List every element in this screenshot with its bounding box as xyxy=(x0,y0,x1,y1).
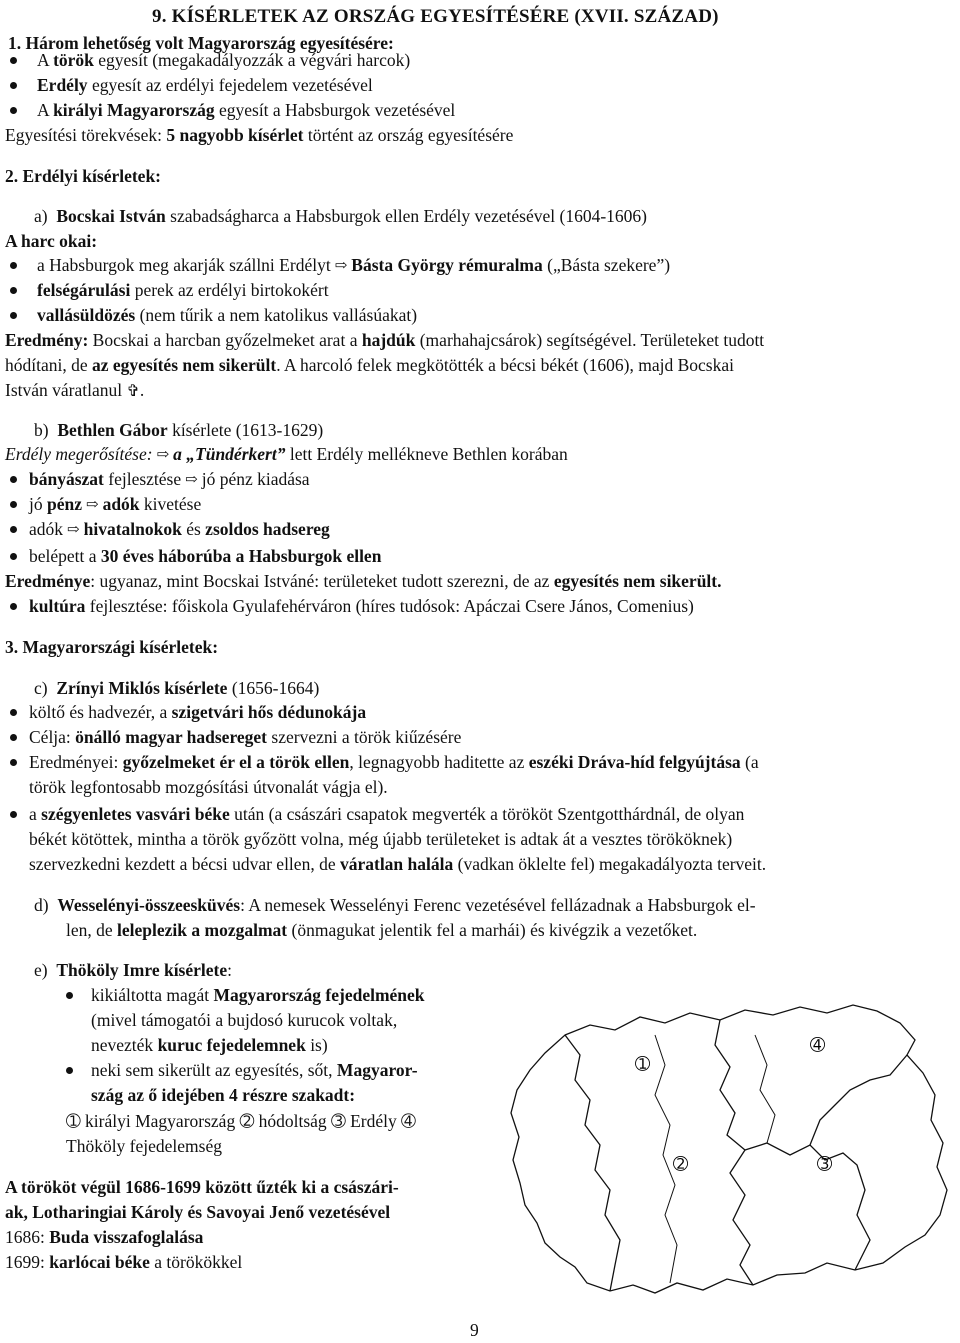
list-item: kikiáltotta magát Magyarország fejedelmének xyxy=(91,985,425,1005)
list-item: Erdély egyesít az erdélyi fejedelem vezetésével xyxy=(37,75,373,95)
subsection-e: e) Thököly Imre kísérlete: xyxy=(34,960,233,980)
section-1-heading: 1. Három lehetőség volt Magyarország egyesítésére: xyxy=(8,33,394,53)
river-line xyxy=(755,1035,775,1143)
bullet xyxy=(10,262,17,269)
arrow-right-icon: ⇨ xyxy=(185,472,198,488)
list-item: a szégyenletes vasvári béke után (a császári csapatok megverték a törököt Szentgotthárdnál, de olyan xyxy=(29,804,745,824)
section-2-heading: 2. Erdélyi kísérletek: xyxy=(5,166,162,186)
bullet xyxy=(10,811,17,818)
page-title: 9. KÍSÉRLETEK AZ ORSZÁG EGYESÍTÉSÉRE (XVII. SZÁZAD) xyxy=(152,6,719,27)
arrow-right-icon: ⇨ xyxy=(86,497,99,513)
text-line: 1699: karlócai béke a törökökkel xyxy=(5,1252,243,1272)
bullet xyxy=(66,1067,73,1074)
bullet xyxy=(66,992,73,999)
arrow-right-icon: ⇨ xyxy=(156,447,170,463)
bullet xyxy=(10,734,17,741)
text-line: hódítani, de az egyesítés nem sikerült. A harcoló felek megkötötték a bécsi békét (1606), majd Bocskai xyxy=(5,355,734,375)
subsection-c: c) Zrínyi Miklós kísérlete (1656-1664) xyxy=(34,678,320,698)
list-item: a Habsburgok meg akarják szállni Erdélyt ⇨ Básta György rémuralma („Básta szekere”) xyxy=(37,255,671,275)
section-3-heading: 3. Magyarországi kísérletek: xyxy=(5,637,219,657)
arrow-right-icon: ⇨ xyxy=(334,258,348,274)
border-line xyxy=(730,1150,753,1285)
list-item: A török egyesít (megakadályozzák a végvári harcok) xyxy=(37,50,411,70)
bullet xyxy=(10,603,17,610)
map-label-4: ➃ xyxy=(810,1035,826,1056)
list-item: jó pénz ⇨ adók kivetése xyxy=(29,494,202,514)
bullet xyxy=(10,312,17,319)
map-legend-line-2: Thököly fejedelemség xyxy=(66,1136,222,1156)
list-item: felségárulási perek az erdélyi birtokokért xyxy=(37,280,329,300)
list-item: kultúra fejlesztése: főiskola Gyulafehérváron (híres tudósok: Apáczai Csere János, Comenius) xyxy=(29,596,694,616)
map-label-2: ➁ xyxy=(673,1154,689,1175)
text-line: szág az ő idejében 4 részre szakadt: xyxy=(91,1085,356,1105)
bullet xyxy=(10,501,17,508)
list-item: Célja: önálló magyar hadsereget szervezni a török kiűzésére xyxy=(29,727,462,747)
list-item: bányászat fejlesztése ⇨ jó pénz kiadása xyxy=(29,469,310,489)
border-line xyxy=(810,1055,907,1145)
text-line: A törököt végül 1686-1699 között űzték ki a császári- xyxy=(5,1177,399,1197)
arrow-right-icon: ⇨ xyxy=(67,522,80,538)
map-label-1: ➀ xyxy=(635,1054,651,1075)
bullet xyxy=(10,526,17,533)
list-item: vallásüldözés (nem tűrik a nem katolikus vallásúakat) xyxy=(37,305,418,325)
page-number: 9 xyxy=(470,1320,479,1340)
bullet xyxy=(10,57,17,64)
list-item: költő és hadvezér, a szigetvári hős dédunokája xyxy=(29,702,367,722)
text-line: 1686: Buda visszafoglalása xyxy=(5,1227,204,1247)
text-line: Eredménye: ugyanaz, mint Bocskai Istváné: területeket tudott szerezni, de az egyesítés nem sikerült. xyxy=(5,571,722,591)
list-item: adók ⇨ hivatalnokok és zsoldos hadsereg xyxy=(29,519,330,539)
subsection-d: d) Wesselényi-összeesküvés: A nemesek Wesselényi Ferenc vezetésével fellázadnak a Habsburgok el- xyxy=(34,895,756,915)
list-item: Eredményei: győzelmeket ér el a török ellen, legnagyobb haditette az eszéki Dráva-híd felgyújtása (a xyxy=(29,752,759,772)
text-line: Erdély megerősítése: ⇨ a „Tündérkert” lett Erdély mellékneve Bethlen korában xyxy=(5,444,568,464)
text-line: szervezkedni kezdett a bécsi udvar ellen, de váratlan halála (vadkan öklelte fel) megakadályozta terveit. xyxy=(29,854,767,874)
text-line: török legfontosabb mozgósítási útvonalát vágja el). xyxy=(29,777,388,797)
bullet xyxy=(10,107,17,114)
text-line: ak, Lotharingiai Károly és Savoyai Jenő vezetésével xyxy=(5,1202,391,1222)
map-label-3: ➂ xyxy=(817,1154,833,1175)
text-line: len, de leleplezik a mozgalmat (önmagukat jelentik fel a marhái) és kivégzik a vezetőket. xyxy=(66,920,698,940)
text-line: békét kötöttek, mintha a török győzött volna, még újabb területeket is adtak át a vesztes törököknek) xyxy=(29,829,733,849)
border-line xyxy=(715,1020,870,1270)
hungary-map xyxy=(505,995,955,1300)
subsection-b: b) Bethlen Gábor kísérlete (1613-1629) xyxy=(34,420,324,440)
bullet xyxy=(10,82,17,89)
list-item: belépett a 30 éves háborúba a Habsburgok ellen xyxy=(29,546,382,566)
text-line: (mivel támogatói a bujdosó kurucok voltak, xyxy=(91,1010,398,1030)
map-outline xyxy=(511,1005,947,1293)
text-line: István váratlanul ✞. xyxy=(5,378,144,403)
cross-icon: ✞ xyxy=(126,383,140,400)
list-item: A királyi Magyarország egyesít a Habsburgok vezetésével xyxy=(37,100,456,120)
text-line: nevezték kuruc fejedelemnek is) xyxy=(91,1035,328,1055)
bullet xyxy=(10,759,17,766)
bullet xyxy=(10,287,17,294)
subsection-a: a) Bocskai István szabadságharca a Habsburgok ellen Erdély vezetésével (1604-1606) xyxy=(34,206,647,226)
list-item: neki sem sikerült az egyesítés, sőt, Magyaror- xyxy=(91,1060,418,1080)
map-legend: ➀ királyi Magyarország ➁ hódoltság ➂ Erdély ➃ xyxy=(66,1111,416,1131)
text-line: A harc okai: xyxy=(5,231,98,251)
bullet xyxy=(10,709,17,716)
bullet xyxy=(10,553,17,560)
border-line xyxy=(565,1035,620,1291)
bullet xyxy=(10,476,17,483)
text-line: Eredmény: Bocskai a harcban győzelmeket arat a hajdúk (marhahajcsárok) segítségével. Területeket tudott xyxy=(5,330,765,350)
text-line: Egyesítési törekvések: 5 nagyobb kísérlet történt az ország egyesítésére xyxy=(5,125,514,145)
